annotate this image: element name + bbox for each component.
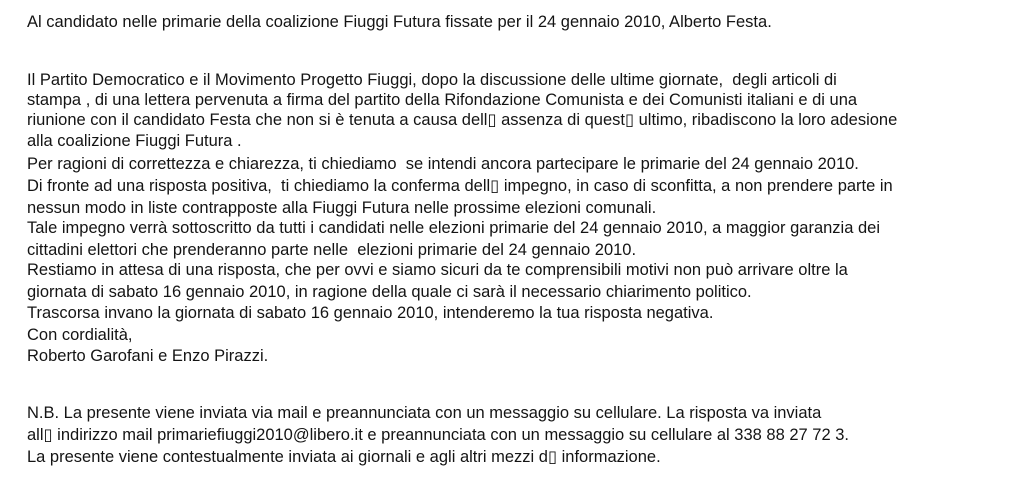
body-line: Trascorsa invano la giornata di sabato 16 gennaio 2010, intenderemo la tua risposta negativa. [27, 304, 714, 322]
body-line: Per ragioni di correttezza e chiarezza, ti chiediamo se intendi ancora partecipare le primarie del 24 gennaio 2010. [27, 155, 859, 173]
body-line: alla coalizione Fiuggi Futura . [27, 132, 242, 150]
note-line: all▯ indirizzo mail primariefiuggi2010@libero.it e preannunciata con un messaggio su cellulare al 338 88 27 72 3. [27, 426, 849, 444]
body-line: Di fronte ad una risposta positiva, ti chiediamo la conferma dell▯ impegno, in caso di sconfitta, a non prendere parte in [27, 177, 893, 195]
body-line: riunione con il candidato Festa che non si è tenuta a causa dell▯ assenza di quest▯ ultimo, ribadiscono la loro adesione [27, 111, 898, 129]
note-line: La presente viene contestualmente inviata ai giornali e agli altri mezzi d▯ informazione. [27, 448, 661, 466]
address-line: Al candidato nelle primarie della coalizione Fiuggi Futura fissate per il 24 gennaio 2010, Alberto Festa. [27, 13, 772, 31]
closing-line: Con cordialità, [27, 326, 133, 344]
note-line: N.B. La presente viene inviata via mail e preannunciata con un messaggio su cellulare. La risposta va inviata [27, 404, 822, 422]
body-line: cittadini elettori che prenderanno parte nelle elezioni primarie del 24 gennaio 2010. [27, 241, 637, 259]
body-line: stampa , di una lettera pervenuta a firma del partito della Rifondazione Comunista e dei Comunisti italiani e di una [27, 91, 858, 109]
signature-line: Roberto Garofani e Enzo Pirazzi. [27, 347, 269, 365]
body-line: nessun modo in liste contrapposte alla Fiuggi Futura nelle prossime elezioni comunali. [27, 199, 657, 217]
body-line: Il Partito Democratico e il Movimento Progetto Fiuggi, dopo la discussione delle ultime giornate, degli articoli di [27, 71, 837, 89]
body-line: giornata di sabato 16 gennaio 2010, in ragione della quale ci sarà il necessario chiarimento politico. [27, 283, 752, 301]
body-line: Tale impegno verrà sottoscritto da tutti i candidati nelle elezioni primarie del 24 gennaio 2010, a maggior garanzia dei [27, 219, 881, 237]
body-line: Restiamo in attesa di una risposta, che per ovvi e siamo sicuri da te comprensibili motivi non può arrivare oltre la [27, 261, 848, 279]
